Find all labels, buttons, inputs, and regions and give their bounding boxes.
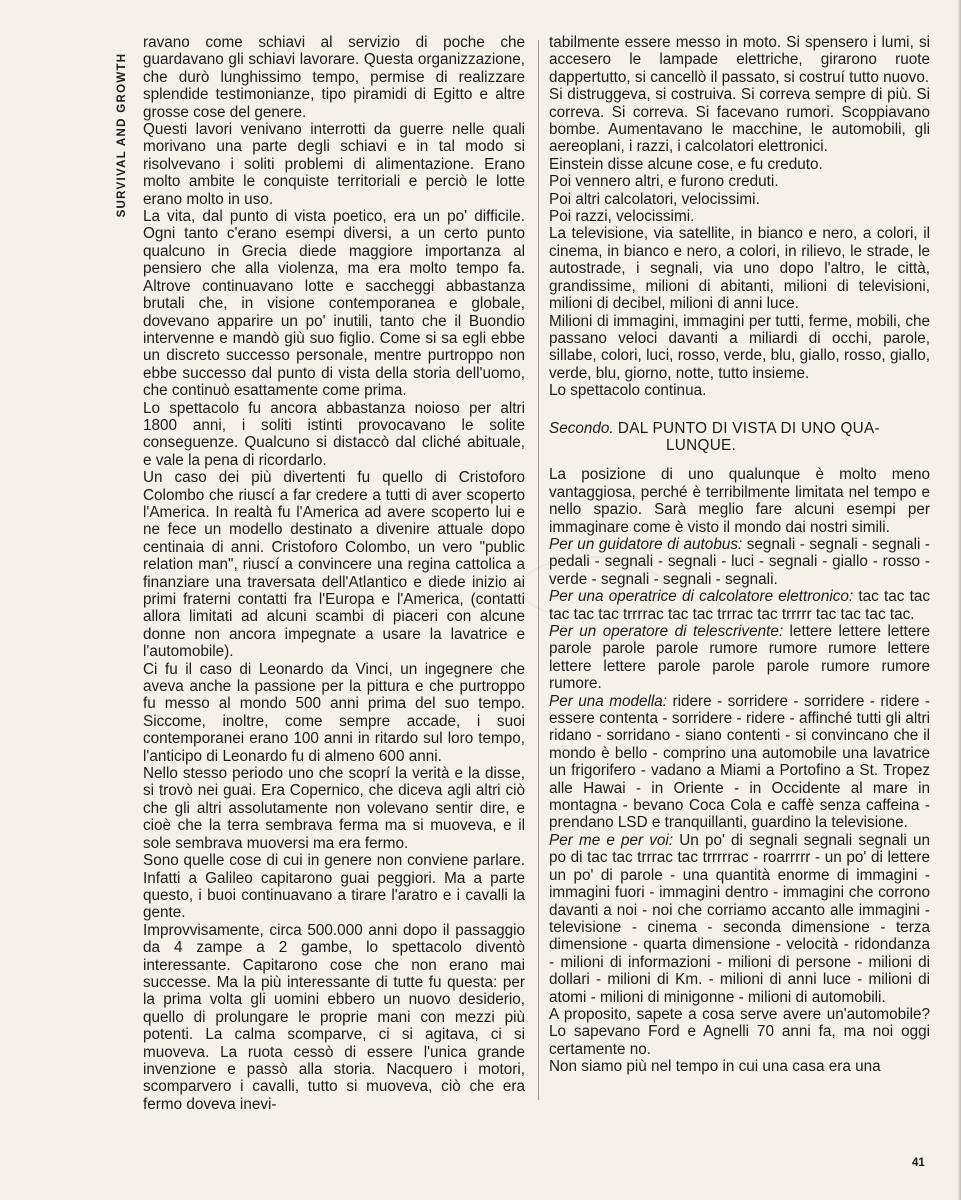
right-paragraph: La televisione, via satellite, in bianco e nero, a colori, il cinema, in bianco e nero, a colori, in rilievo, le strade, le autostrade, i segnali, via uno dopo l'altro, le città, grandissime, milioni di abitanti, milioni di televisioni, milioni di decibel, milioni di anni luce. <box>549 225 930 313</box>
example-paragraph <box>549 588 930 623</box>
right-paragraph: Si distruggeva, si costruiva. Si correva sempre di più. Si correva. Si correva. Si facevano rumori. Scoppiavano bombe. Aumentavano le macchine, le automobili, gli aereoplani, i razzi, i calcolatori elettronici. <box>549 86 930 156</box>
right-paragraph: Poi vennero altri, e furono creduti. <box>549 173 779 191</box>
left-paragraph: Sono quelle cose di cui in genere non conviene parlare. Infatti a Galileo capitarono guai peggiori. Ma a parte questo, i buoi continuavano a tirare l'aratro e i cavalli la gente. <box>143 852 525 922</box>
right-paragraph: tabilmente essere messo in moto. Si spensero i lumi, si accesero le lampade elettriche, girarono ruote dappertutto, si cancellò il passato, si costruí tutto nuovo. <box>549 34 930 86</box>
left-paragraph: Improvvisamente, circa 500.000 anni dopo il passaggio da 4 zampe a 2 gambe, lo spettacolo diventò interessante. Capitarono cose che non erano mai successe. Ma la più interessante di tutte fu questa: per la prima volta gli uomini ebbero un nuovo desiderio, quello di prolungare le proprie mani con mezzi più potenti. La calma scomparve, ci si agitava, ci si muoveva. La ruota cessò di essere l'unica grande invenzione e passò alla storia. Nacquero i motori, scomparvero i cavalli, tutto si muoveva, ciò che era fermo doveva inevi- <box>143 921 525 1113</box>
left-column <box>143 34 525 1113</box>
left-paragraph: Lo spettacolo fu ancora abbastanza noioso per altri 1800 anni, i soliti istinti provocavano le solite conseguenze. Qualcuno si distaccò dal cliché abituale, e vale la pena di ricordarlo. <box>143 399 525 469</box>
right-column <box>549 34 930 1076</box>
example-paragraph <box>549 693 930 832</box>
example-lead: Per un guidatore di autobus: <box>549 535 743 553</box>
left-paragraph: ravano come schiavi al servizio di poche che guardavano gli schiavi lavorare. Questa organizzazione, che durò lunghissimo tempo, permise di realizzare splendide testimonianze, tipo piramidi di Egitto e altre grosse cose del genere. <box>143 34 525 121</box>
left-paragraph: Un caso dei più divertenti fu quello di Cristoforo Colombo che riuscí a far credere a tutti di aver scoperto l'America. In realtà fu l'America ad avere scoperto lui e ne fece un modello destinato a divenire attuale dopo centinaia di anni. Cristoforo Colombo, un vero "public relation man", riuscí a convincere una regina cattolica a finanziare una traversata dell'Atlantico e diede inizio ai primi fraterni contatti fra l'Europa e l'America, (contatti allora limitati ad alcuni scambi di piaceri con alcune donne non ancora impegnate a usare la lavatrice e l'automobile). <box>143 469 525 661</box>
example-lead: Per una operatrice di calcolatore elettronico: <box>549 588 854 606</box>
example-text: segnali - segnali - segnali - pedali - segnali - segnali - luci - segnali - giallo - rosso - verde - segnali - segnali - segnali. <box>549 535 930 588</box>
section-heading-text: DAL PUNTO DI VISTA DI UNO QUA- <box>617 419 880 437</box>
right-paragraph <box>549 1058 930 1075</box>
section-heading <box>549 420 930 455</box>
paragraph-text: Non siamo più nel tempo in cui una casa era una <box>549 1058 881 1076</box>
right-paragraph: Milioni di immagini, immagini per tutti, ferme, mobili, che passano veloci davanti a miliardi di occhi, parole, sillabe, colori, luci, rosso, verde, blu, giallo, rosso, giallo, verde, blu, giorno, notte, tutto insieme. <box>549 312 930 382</box>
right-paragraph: Poi altri calcolatori, velocissimi. <box>549 190 760 208</box>
example-text: lettere lettere lettere parole parole parole rumore rumore rumore lettere lettere lettere parole parole parole rumore rumore rumore. <box>549 623 930 693</box>
right-paragraph <box>549 1006 930 1058</box>
left-paragraph: Ci fu il caso di Leonardo da Vinci, un ingegnere che aveva anche la passione per la pittura e che purtroppo fu messo al mondo 500 anni prima del suo tempo. Siccome, inoltre, come sempre accade, i suoi contemporanei erano 100 anni in ritardo sul loro tempo, l'anticipo di Leonardo fu di almeno 600 anni. <box>143 660 525 765</box>
example-text: ridere - sorridere - sorridere - ridere - essere contenta - sorridere - ridere - affinché tutti gli altri ridano - sorridano - siano contenti - si convincano che il mondo è bello - comprino una automobile una lavatrice un frigorifero - vadano a Miami a Portofino a St. Tropez alle Hawai - in Oriente - in Occidente al mare in montagna - bevano Coca Cola e caffè senza caffeina - prendano LSD e tranquillanti, guardino la televisione. <box>549 692 930 832</box>
paragraph-text: A proposito, sapete a cosa serve avere un'automobile? Lo sapevano Ford e Agnelli 70 anni fa, ma noi oggi certamente no. <box>549 1005 930 1058</box>
paragraph-text: La posizione di uno qualunque è molto meno vantaggiosa, perché è terribilmente limitata nel tempo e nello spazio. Sarà meglio fare alcuni esempi per immaginare come è visto il mondo dai nostri simili. <box>549 466 930 536</box>
section-tag <box>114 30 130 240</box>
right-paragraph <box>549 466 930 536</box>
page-number: 41 <box>912 1157 925 1169</box>
left-paragraph: Questi lavori venivano interrotti da guerre nelle quali morivano una parte degli schiavi e in tal modo si risolvevano i soliti problemi di alimentazione. Erano molto ambite le conquiste territoriali e perciò le lotte erano molto in uso. <box>143 121 525 208</box>
right-paragraph: Lo spettacolo continua. <box>549 382 707 400</box>
example-lead: Per un operatore di telescrivente: <box>549 623 784 640</box>
example-paragraph <box>549 623 930 693</box>
section-tag-text: SURVIVAL AND GROWTH <box>116 52 128 218</box>
column-divider <box>538 40 539 1100</box>
section-heading-continuation: LUNQUE. <box>666 436 737 454</box>
right-paragraph: Einstein disse alcune cose, e fu creduto. <box>549 155 823 173</box>
left-paragraph: Nello stesso periodo uno che scoprí la verità e la disse, si trovò nei guai. Era Copernico, che diceva agli altri ciò che gli altri assolutamente non volevano sentir dire, e cioè che la terra sembrava ferma ma si muoveva, e il sole sembrava muoversi ma era fermo. <box>143 765 525 852</box>
example-text: tac tac tac tac tac tac trrrrac tac tac trrrac tac trrrrr tac tac tac tac. <box>549 588 931 623</box>
example-lead: Per una modella: <box>549 692 668 710</box>
example-paragraph <box>549 832 930 1006</box>
example-paragraph <box>549 536 930 588</box>
left-paragraph: La vita, dal punto di vista poetico, era un po' difficile. Ogni tanto c'erano esempi diversi, a un certo punto qualcuno in Grecia diede maggiore importanza al pensiero che alla violenza, ma era molto tempo fa. Altrove continuavano lotte e saccheggi abbastanza brutali che, in visione contemporanea e globale, dovevano apparire un po' inutili, tanto che il Buondio intervenne e mandò giù suo figlio. Come si sa egli ebbe un discreto successo personale, mentre purtroppo non ebbe successo dal punto di vista della storia dell'uomo, che continuò esattamente come prima. <box>143 208 525 400</box>
right-paragraph: Poi razzi, velocissimi. <box>549 208 695 226</box>
example-lead: Per me e per voi: <box>549 831 674 849</box>
example-text: Un po' di segnali segnali segnali un po di tac tac trrrac tac trrrrrac - roarrrrr - un po' di lettere un po' di parole - una quantità enorme di immagini - immagini fuori - immagini dentro - immagini che corrono davanti a noi - noi che corriamo accanto alle immagini - televisione - cinema - seconda dimensione - terza dimensione - quarta dimensione - velocità - ridondanza - milioni di informazioni - milioni di persone - milioni di dollari - milioni di Km. - milioni di anni luce - milioni di atomi - milioni di minigonne - milioni di automobili. <box>549 831 930 1006</box>
section-heading-label: Secondo. <box>549 419 614 437</box>
